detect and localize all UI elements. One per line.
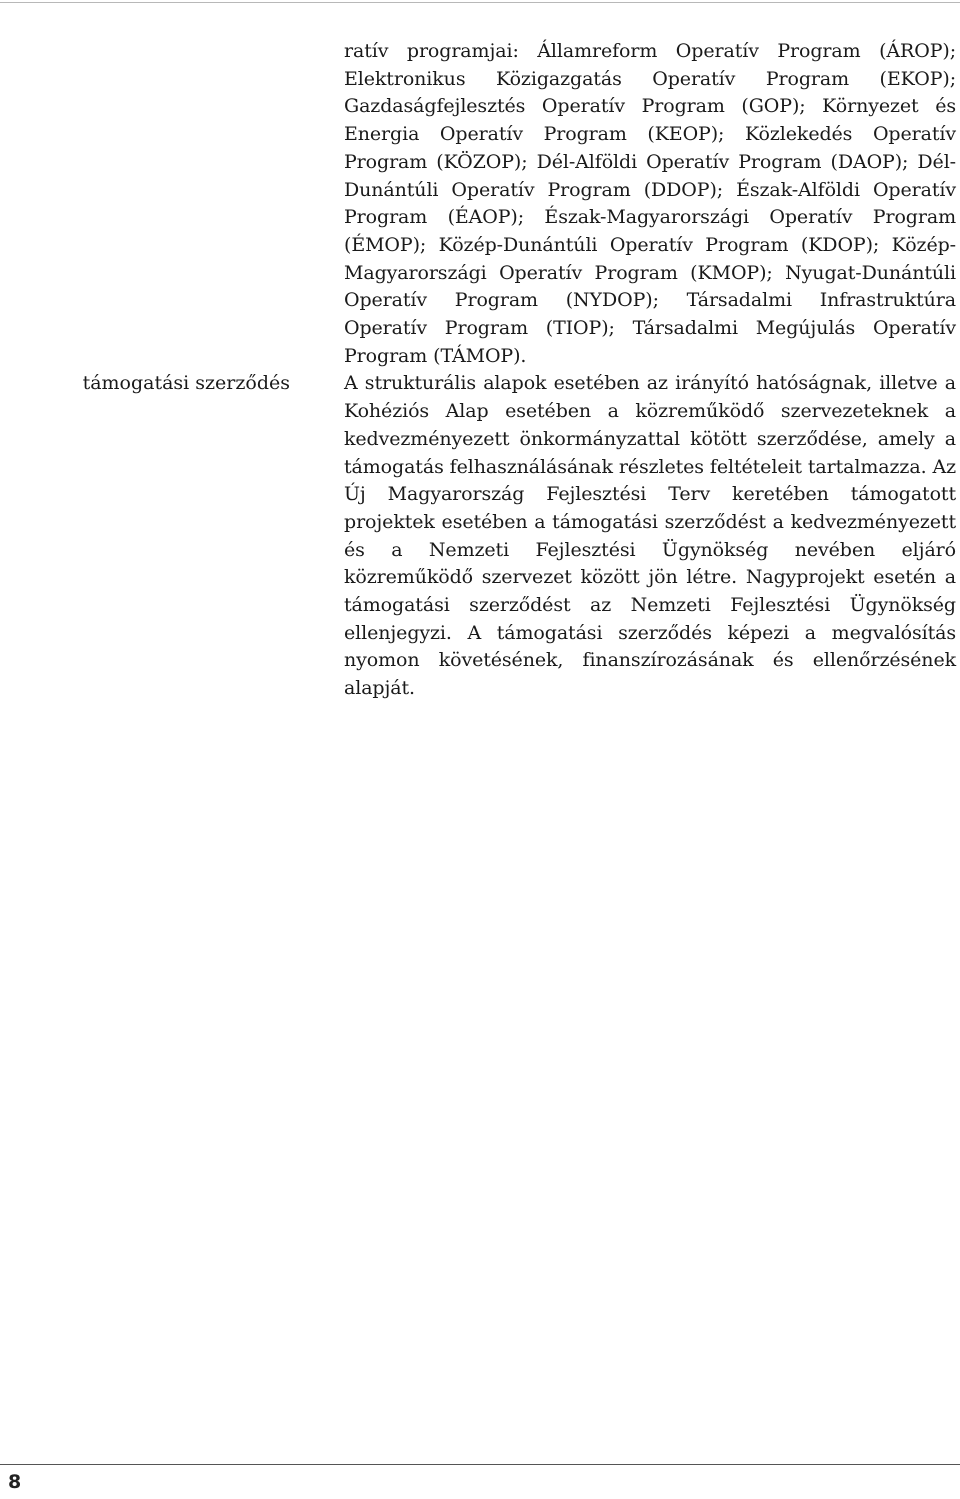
glossary-term bbox=[0, 370, 300, 398]
glossary-entry-continued bbox=[0, 38, 960, 370]
glossary-term-label: támogatási szerződés bbox=[82, 372, 290, 395]
page-number: 8 bbox=[8, 1471, 22, 1493]
glossary-entry-tamogatasi-szerzodes bbox=[0, 370, 960, 702]
glossary-list bbox=[0, 38, 960, 703]
footer-rule bbox=[0, 1464, 960, 1465]
glossary-definition: ratív programjai: Államreform Operatív Program (ÁROP); Elektronikus Közigazgatás Operatív Program (EKOP); Gazdaságfejlesztés Operatív Program (GOP); Környezet és Energia Operatív Program (KEOP); Közlekedés Operatív Program (KÖZOP); Dél-Alföldi Operatív Program (DAOP); Dél-Dunántúli Operatív Program (DDOP); Észak-Alföldi Operatív Program (ÉAOP); Észak-Magyarországi Operatív Program (ÉMOP); Közép-Dunántúli Operatív Program (KDOP); Közép-Magyarországi Operatív Program (KMOP); Nyugat-Dunántúli Operatív Program (NYDOP); Társadalmi Infrastruktúra Operatív Program (TIOP); Társadalmi Megújulás Operatív Program (TÁMOP). bbox=[344, 40, 956, 367]
top-rule bbox=[0, 2, 960, 3]
glossary-definition: A strukturális alapok esetében az irányító hatóságnak, illetve a Kohéziós Alap esetében a közreműködő szervezeteknek a kedvezményezett önkormányzattal kötött szerződése, amely a támogatás felhasználásának részletes feltételeit tartalmazza. Az Új Magyarország Fejlesztési Terv keretében támogatott projektek esetében a támogatási szerződést a kedvezményezett és a Nemzeti Fejlesztési Ügynökség nevében eljáró közreműködő szervezet között jön létre. Nagyprojekt esetén a támogatási szerződést az Nemzeti Fejlesztési Ügynökség ellenjegyzi. A támogatási szerződés képezi a megvalósítás nyomon követésének, finanszírozásának és ellenőrzésének alapját. bbox=[344, 372, 956, 700]
